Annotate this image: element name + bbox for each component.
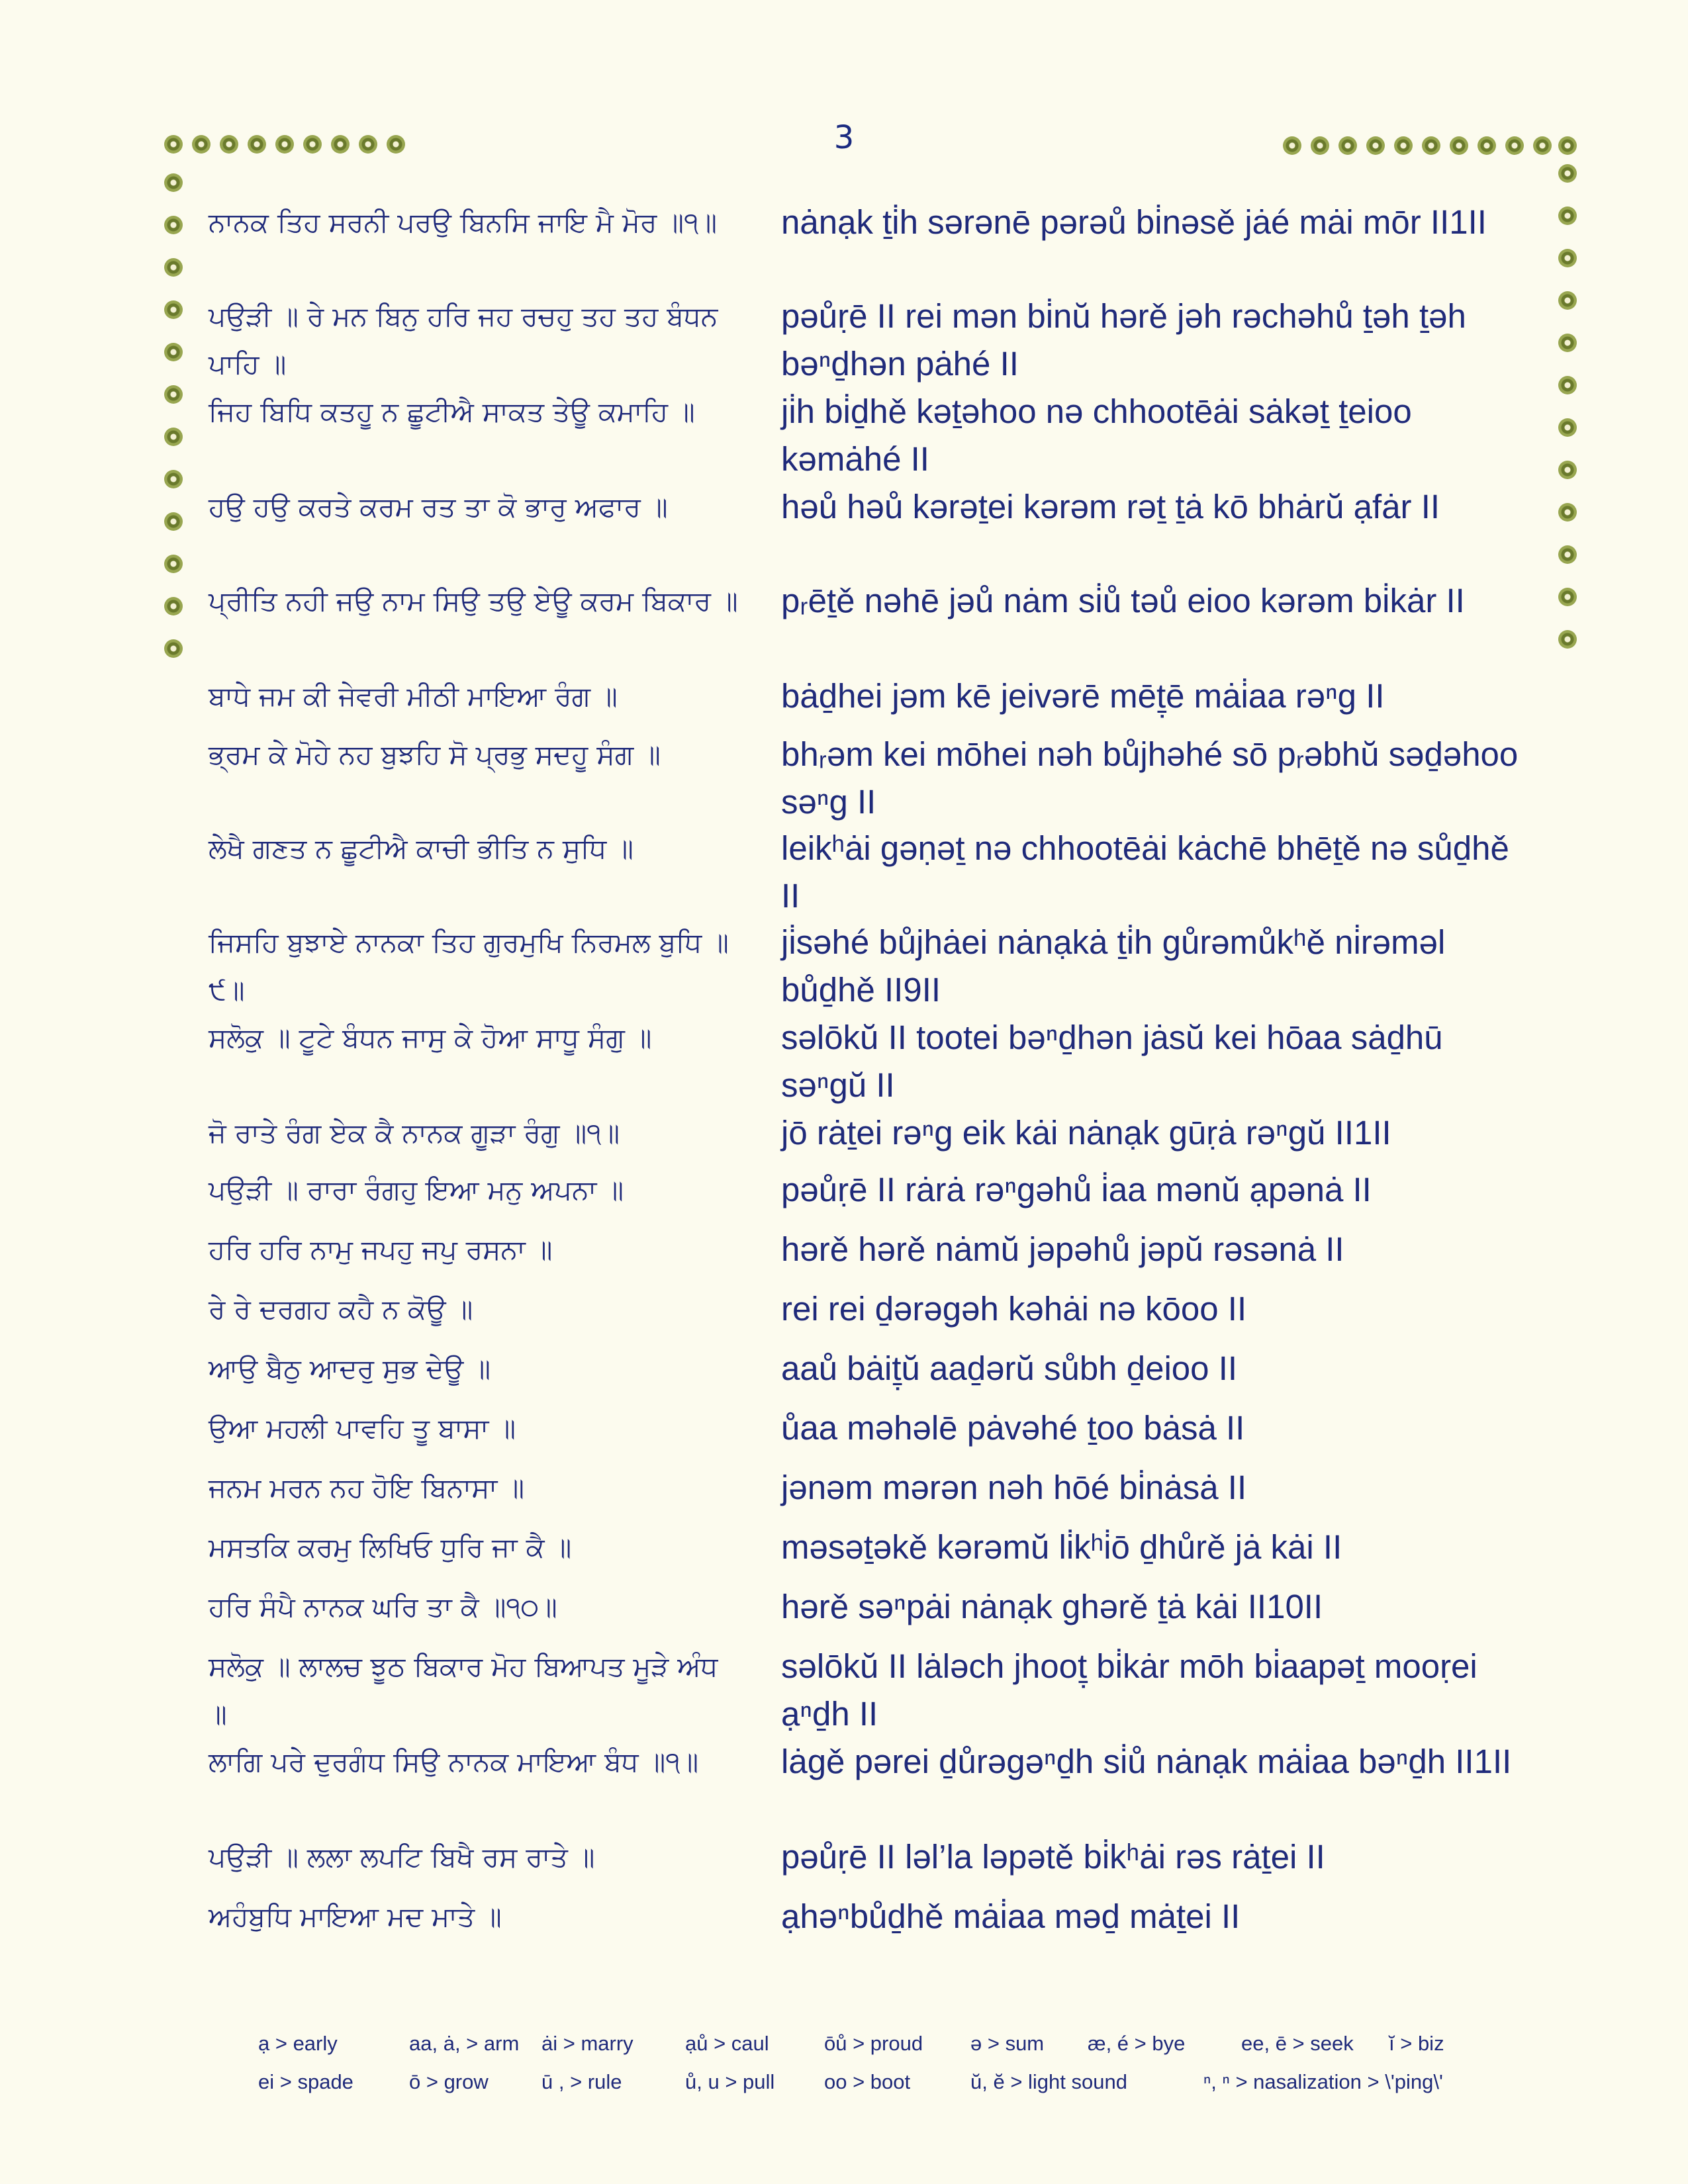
legend-item: ei > spade [258, 2070, 353, 2093]
flower-ornament [1558, 376, 1577, 394]
flower-ornament [164, 385, 183, 404]
transliteration-line: səlōkŭ II lȧləch jhooṯ̣ bi̇kȧr mōh bi̇aapəṯ mooṛei ạⁿḏh II [781, 1647, 1477, 1733]
gurmukhi-line: ਪਉੜੀ ॥ ਰੇ ਮਨ ਬਿਨੁ ਹਰਿ ਜਹ ਰਚਹੁ ਤਹ ਤਹ ਬੰਧਨ ਪਾਹਿ ॥ [209, 300, 718, 380]
flower-ornament [1558, 588, 1577, 606]
transliteration-line: pəůṛē II ləl’la ləpətě bi̇kʰȧi rəs rȧṯei II [781, 1838, 1325, 1876]
gurmukhi-line: ਆਉ ਬੈਠੁ ਆਦਰੁ ਸੁਭ ਦੇਊ ॥ [209, 1353, 491, 1385]
flower-ornament [1558, 630, 1577, 649]
flower-ornament [164, 343, 183, 361]
transliteration-line: pəůṛē II rȧrȧ rəⁿgəhů i̇aa mənŭ ạpənȧ II [781, 1171, 1372, 1208]
gurmukhi-line: ਸਲੋਕੁ ॥ ਲਾਲਚ ਝੂਠ ਬਿਕਾਰ ਮੋਹ ਬਿਆਪਤ ਮੂੜੇ ਅੰਧ ॥ [209, 1651, 718, 1730]
transliteration-line: həů həů kərəṯei kərəm rəṯ ṯȧ kō bhȧrŭ ạfȧr II [781, 488, 1440, 525]
flower-ornament [164, 173, 183, 192]
legend-item: ⁿ, ⁿ > nasalization > \'ping\' [1203, 2070, 1443, 2093]
gurmukhi-line: ਜਿਸਹਿ ਬੁਝਾਏ ਨਾਨਕਾ ਤਿਹ ਗੁਰਮੁਖਿ ਨਿਰਮਲ ਬੁਧਿ ॥੯॥ [209, 927, 729, 1006]
flower-ornament [1558, 461, 1577, 479]
legend-item: ạ > early [258, 2032, 338, 2055]
legend-item: ạů > caul [685, 2032, 769, 2055]
flower-ornament [1558, 418, 1577, 437]
legend-item: oo > boot [824, 2070, 911, 2093]
legend-item: ŭ, ĕ > light sound [970, 2070, 1127, 2093]
flower-ornament [164, 300, 183, 319]
transliteration-line: bhᵣəm kei mōhei nəh bůjhəhé sō pᵣəbhŭ səḏəhoo səⁿg II [781, 735, 1519, 821]
transliteration-line: jənəm mərən nəh hōé bi̇nȧsȧ II [781, 1469, 1247, 1506]
flower-ornament [164, 555, 183, 573]
gurmukhi-line: ਲਾਗਿ ਪਰੇ ਦੁਰਗੰਧ ਸਿਉ ਨਾਨਕ ਮਾਇਆ ਬੰਧ ॥੧॥ [209, 1746, 699, 1778]
transliteration-line: leikʰȧi gəṇəṯ nə chhootēȧi kȧchē bhēṯě nə sůḏhě II [781, 829, 1509, 915]
flower-ornament [1558, 334, 1577, 352]
transliteration-line: hərě səⁿpȧi nȧnạk ghərě ṯȧ kȧi II10II [781, 1588, 1323, 1625]
flower-ornament [1558, 136, 1577, 155]
flower-ornament [1558, 206, 1577, 225]
gurmukhi-line: ਮਸਤਕਿ ਕਰਮੁ ਲਿਖਿਓ ਧੁਰਿ ਜਾ ਕੈ ॥ [209, 1531, 572, 1563]
gurmukhi-line: ਭ੍ਰਮ ਕੇ ਮੋਹੇ ਨਹ ਬੁਝਹਿ ਸੋ ਪ੍ਰਭੁ ਸਦਹੂ ਸੰਗ ॥ [209, 739, 661, 770]
transliteration-line: pᵣēṯě nəhē jəů nȧm si̇ů təů eioo kərəm bi̇kȧr II [781, 582, 1465, 619]
gurmukhi-line: ਜੋ ਰਾਤੇ ਰੰਗ ਏਕ ਕੈ ਨਾਨਕ ਗੂੜਾ ਰੰਗੁ ॥੧॥ [209, 1117, 620, 1149]
flower-ornament [1558, 291, 1577, 310]
gurmukhi-line: ਸਲੋਕੁ ॥ ਟੂਟੇ ਬੰਧਨ ਜਾਸੁ ਕੇ ਹੋਆ ਸਾਧੂ ਸੰਗੁ ॥ [209, 1022, 652, 1054]
flower-ornament [164, 470, 183, 488]
transliteration-line: jō rȧṯei rəⁿg eik kȧi nȧnạk gūṛȧ rəⁿgŭ II1II [781, 1114, 1391, 1152]
legend-item: aa, ȧ, > arm [409, 2032, 520, 2055]
gurmukhi-line: ਹਉ ਹਉ ਕਰਤੇ ਕਰਮ ਰਤ ਤਾ ਕੋ ਭਾਰੁ ਅਫਾਰ ॥ [209, 491, 668, 523]
gurmukhi-line: ਹਰਿ ਹਰਿ ਨਾਮੁ ਜਪਹੁ ਜਪੁ ਰਸਨਾ ॥ [209, 1234, 553, 1265]
gurmukhi-line: ਰੇ ਰੇ ਦਰਗਹ ਕਹੈ ਨ ਕੋਊ ॥ [209, 1293, 473, 1325]
flower-ornament [359, 135, 377, 154]
legend-item: ū , > rule [541, 2070, 622, 2093]
flower-ornament [164, 428, 183, 446]
transliteration-line: ji̇h bi̇ḏhě kəṯəhoo nə chhootēȧi sȧkəṯ ṯeioo kəmȧhé II [781, 392, 1412, 478]
flower-ornament [164, 216, 183, 234]
flower-ornament [303, 135, 322, 154]
flower-ornament [192, 135, 211, 154]
transliteration-line: aaů bȧiṯ̣ŭ aaḏərŭ sůbh ḏeioo II [781, 1349, 1238, 1387]
flower-ornament [1558, 164, 1577, 183]
gurmukhi-line: ਲੇਖੈ ਗਣਤ ਨ ਛੂਟੀਐ ਕਾਚੀ ਭੀਤਿ ਨ ਸੁਧਿ ॥ [209, 833, 633, 864]
flower-ornament [1533, 136, 1552, 155]
page-number: 3 [833, 119, 855, 156]
transliteration-line: hərě hərě nȧmŭ jəpəhů jəpŭ rəsənȧ II [781, 1230, 1344, 1268]
flower-ornament [220, 135, 238, 154]
flower-ornament [1558, 503, 1577, 522]
flower-ornament [1283, 136, 1301, 155]
flower-ornament [1311, 136, 1329, 155]
flower-ornament [1366, 136, 1385, 155]
flower-ornament [331, 135, 350, 154]
transliteration-line: səlōkŭ II tootei bəⁿḏhən jȧsŭ kei hōaa sȧḏhū səⁿgŭ II [781, 1019, 1443, 1104]
flower-ornament [164, 512, 183, 531]
pronunciation-legend [258, 2032, 1516, 2109]
flower-ornament [1477, 136, 1496, 155]
gurmukhi-line: ਨਾਨਕ ਤਿਹ ਸਰਨੀ ਪਰਉ ਬਿਨਸਿ ਜਾਇ ਮੈ ਮੋਰ ॥੧॥ [209, 206, 717, 238]
transliteration-line: ůaa məhəlē pȧvəhé ṯoo bȧsȧ II [781, 1409, 1245, 1447]
gurmukhi-line: ਅਹੰਬੁਧਿ ਮਾਇਆ ਮਦ ਮਾਤੇ ॥ [209, 1901, 502, 1933]
gurmukhi-line: ਉਆ ਮਹਲੀ ਪਾਵਹਿ ਤੂ ਬਾਸਾ ॥ [209, 1412, 516, 1444]
flower-ornament [387, 135, 405, 154]
transliteration-line: bȧḏhei jəm kē jeivərē mēṯ̣ē mȧi̇aa rəⁿg II [781, 677, 1385, 715]
flower-ornament [275, 135, 294, 154]
flower-ornament [1394, 136, 1413, 155]
flower-ornament [1558, 545, 1577, 564]
transliteration-line: nȧnạk ṯi̇h sərənē pərəů bi̇nəsě jȧé mȧi mōr II1II [781, 203, 1487, 241]
flower-ornament [1505, 136, 1524, 155]
transliteration-line: ạhəⁿbůḏhě mȧi̇aa məḏ mȧṯei II [781, 1897, 1241, 1935]
gurmukhi-line: ਪ੍ਰੀਤਿ ਨਹੀ ਜਉ ਨਾਮ ਸਿਉ ਤਉ ਏਊ ਕਰਮ ਬਿਕਾਰ ॥ [209, 585, 738, 617]
transliteration-line: ji̇səhé bůjhȧei nȧnạkȧ ṯi̇h gůrəmůkʰě ni̇rəməl bůḏhě II9II [781, 923, 1446, 1009]
transliteration-line: pəůṛē II rei mən bi̇nŭ hərě jəh rəchəhů ṯəh ṯəh bəⁿḏhən pȧhé II [781, 297, 1466, 383]
legend-row [258, 2070, 1516, 2109]
flower-ornament [164, 258, 183, 277]
transliteration-line: rei rei ḏərəgəh kəhȧi nə kōoo II [781, 1290, 1247, 1328]
legend-item: ōů > proud [824, 2032, 923, 2055]
gurmukhi-line: ਹਰਿ ਸੰਪੈ ਨਾਨਕ ਘਰਿ ਤਾ ਕੈ ॥੧੦॥ [209, 1591, 557, 1623]
legend-item: ee, ē > seek [1241, 2032, 1354, 2055]
flower-ornament [1450, 136, 1468, 155]
flower-ornament [248, 135, 266, 154]
legend-item: ȧi > marry [541, 2032, 633, 2055]
gurmukhi-line: ਜਿਹ ਬਿਧਿ ਕਤਹੂ ਨ ਛੂਟੀਐ ਸਾਕਤ ਤੇਊ ਕਮਾਹਿ ॥ [209, 396, 695, 428]
flower-ornament [164, 639, 183, 658]
flower-ornament [164, 135, 183, 154]
gurmukhi-line: ਪਉੜੀ ॥ ਲਲਾ ਲਪਟਿ ਬਿਖੈ ਰਸ ਰਾਤੇ ॥ [209, 1841, 595, 1873]
transliteration-line: lȧgě pərei ḏůrəgəⁿḏh si̇ů nȧnạk mȧi̇aa bəⁿḏh II1II [781, 1743, 1512, 1780]
legend-item: ĭ > biz [1389, 2032, 1444, 2055]
flower-ornament [1422, 136, 1440, 155]
gurmukhi-line: ਬਾਧੇ ਜਮ ਕੀ ਜੇਵਰੀ ਮੀਠੀ ਮਾਇਆ ਰੰਗ ॥ [209, 680, 618, 712]
legend-item: ō > grow [409, 2070, 489, 2093]
gurmukhi-line: ਪਉੜੀ ॥ ਰਾਰਾ ਰੰਗਹੁ ਇਆ ਮਨੁ ਅਪਨਾ ॥ [209, 1174, 624, 1206]
legend-item: ů, u > pull [685, 2070, 775, 2093]
legend-item: æ, é > bye [1088, 2032, 1186, 2055]
legend-row [258, 2032, 1516, 2070]
flower-ornament [1558, 249, 1577, 267]
legend-item: ə > sum [970, 2032, 1045, 2055]
gurmukhi-line: ਜਨਮ ਮਰਨ ਨਹ ਹੋਇ ਬਿਨਾਸਾ ॥ [209, 1472, 524, 1504]
flower-ornament [164, 597, 183, 615]
flower-ornament [1338, 136, 1357, 155]
transliteration-line: məsəṯəkě kərəmŭ li̇kʰi̇ō ḏhůrě jȧ kȧi II [781, 1528, 1342, 1566]
